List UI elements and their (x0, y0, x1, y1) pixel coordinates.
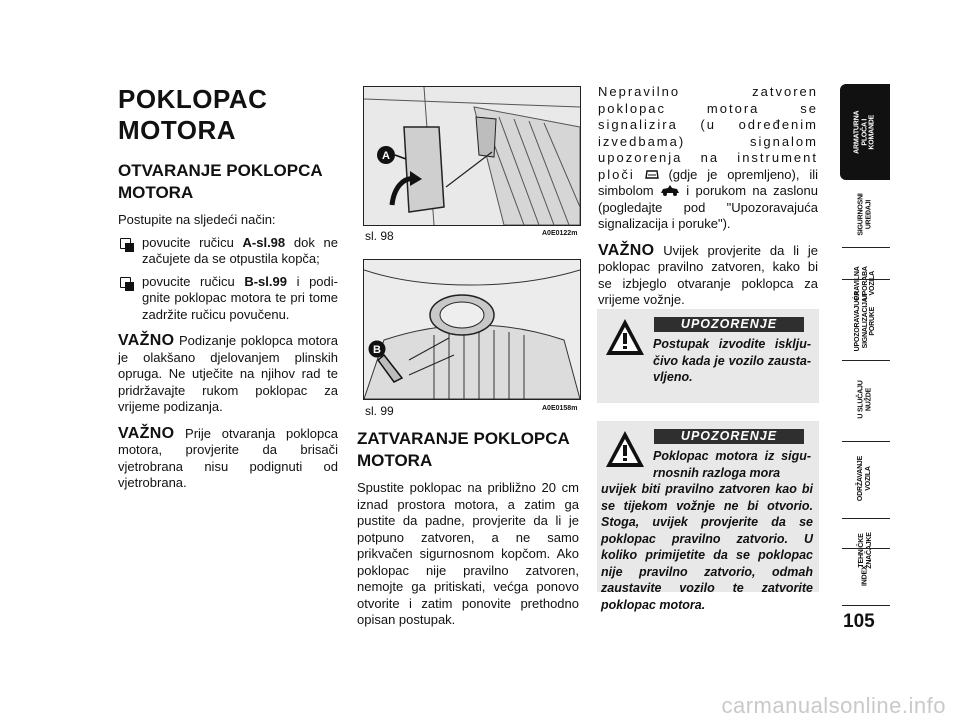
hood-release-lever-illustration (364, 87, 580, 225)
tab-divider (842, 518, 890, 519)
figure-code: A0E0158m (542, 405, 578, 412)
tab-divider (842, 279, 890, 280)
tab-armaturna-ploca[interactable] (840, 84, 890, 180)
important-note: VAŽNO Prije otvaranja poklopca motora, provjerite da brisači vjetrobrana nisu podignuti od vjetrobrana. (118, 424, 338, 490)
tab-label: PRAVILNA UPORABA VOZILA (853, 266, 876, 300)
page-title: POKLOPAC MOTORA (118, 84, 268, 145)
tab-divider (842, 441, 890, 442)
tab-odrzavanje-vozila[interactable] (840, 443, 890, 513)
closing-section (357, 428, 579, 629)
tab-divider (842, 360, 890, 361)
bullet-icon (120, 277, 131, 288)
hood-hook-illustration (364, 260, 580, 399)
tab-label: UPOZORAVAJUĆA SIGNALIZACIJA I PORUKE (853, 290, 876, 352)
important-label: VAŽNO (118, 424, 175, 442)
step-item: povucite ručicu A-sl.98 dok ne začujete da se otpustila kopča; (118, 235, 338, 268)
figure-caption: sl. 99 (365, 404, 394, 418)
left-column (118, 84, 338, 492)
closing-heading: ZATVARANJE POKLOPCA MOTORA (357, 429, 570, 470)
figure-reference: A-sl.98 (242, 234, 286, 250)
tab-label: TEHNIČKE ZNAČAJKE (857, 531, 872, 569)
tab-label: SIGURNOSNI UREĐAJI (857, 193, 872, 236)
tab-label: U SLUČAJU NUŽDE (857, 379, 872, 419)
important-label: VAŽNO (118, 332, 175, 349)
important-note: VAŽNO Podizanje poklopca motora je olakšano djelovanjem plinskih opruga. Ne utječite na njihov rad te pridržavajte rukom poklopac za vrijeme podizanja. (118, 332, 338, 414)
figure-marker: A (382, 150, 390, 162)
tab-upozoravajuca-signalizacija[interactable] (840, 282, 890, 360)
warning-text: Postupak izvodite isklju- čivo kada je vozilo zausta- vljeno. (653, 337, 811, 384)
right-column (598, 84, 818, 309)
warning-box (597, 421, 819, 612)
page-number: 105 (843, 611, 875, 632)
tab-sigurnosni-uredaji[interactable] (840, 183, 890, 246)
signal-paragraph: Nepravilno zatvoren poklopac motora se signalizira (u određenim izvedbama) signalom upozorenja na instrument ploči (gdje je opremljeno), ili simbolom i porukom na zaslonu (pogledajte pod "Upozoravajuća signalizacija i poruke"). (598, 84, 818, 231)
tab-divider (842, 605, 890, 606)
footer-watermark[interactable]: carmanualsonline.info (721, 693, 946, 718)
figure-code: A0E0122m (542, 230, 578, 237)
tab-index[interactable] (840, 552, 890, 600)
figure-reference: B-sl.99 (244, 273, 287, 289)
warning-text: Poklopac motora iz sigu- rnosnih razloga mora (653, 449, 811, 480)
bullet-icon (120, 238, 131, 249)
opening-steps (118, 235, 338, 324)
warning-title: UPOZORENJE (654, 317, 804, 332)
warning-box (597, 309, 819, 403)
important-label: VAŽNO (598, 241, 655, 259)
tab-label: ODRŽAVANJE VOZILA (857, 455, 872, 501)
figure-99-image (363, 259, 581, 400)
figure-marker: B (373, 344, 381, 356)
tab-label: INDEX (861, 565, 869, 587)
warning-triangle-icon (604, 429, 646, 469)
warning-triangle-icon (604, 317, 646, 357)
tab-u-slucaju-nuzde[interactable] (840, 362, 890, 436)
opening-heading: OTVARANJE POKLOPCA MOTORA (118, 161, 323, 202)
car-open-hood-icon (660, 185, 680, 196)
opening-intro: Postupite na sljedeći način: (118, 212, 276, 227)
closing-text: Spustite poklopac na približno 20 cm iznad prostora motora, a zatim ga pustite da padne, provjerite da li je potpuno zatvoren, a ne samo prikvačen sigurnosnom kopčom. Ako poklopac nije pravilno zatvoren, nemojte ga pritiskati, većga ponovo otvorite i zatim ponovite prethodno opisan postupak. (357, 480, 579, 627)
tab-label: ARMATURNA PLOČA I KOMANDE (853, 110, 876, 154)
step-item: povucite ručicu B-sl.99 i podi- gnite poklopac motora te pri tome zadržite ručicu povučenu. (118, 274, 338, 324)
figure-caption: sl. 98 (365, 229, 394, 243)
important-note: VAŽNO Uvijek provjerite da li je poklopac pravilno zatvoren, kako bi se izbjeglo otvaranje poklopca za vrijeme vožnje. (598, 241, 818, 307)
figure-98-image (363, 86, 581, 226)
tab-divider (842, 548, 890, 549)
warning-text: uvijek biti pravilno zatvoren kao bi se tijekom vožnje ne bi otvorio. Stoga, uvijek provjerite da se poklopac pravilno zatvorio. U koliko primijetite da se poklopac nije pravilno zatvorio, odmah zaustavite vozilo te zatvorite poklopac motora. (601, 482, 813, 612)
warning-title: UPOZORENJE (654, 429, 804, 444)
hood-warning-light-icon (645, 169, 659, 180)
